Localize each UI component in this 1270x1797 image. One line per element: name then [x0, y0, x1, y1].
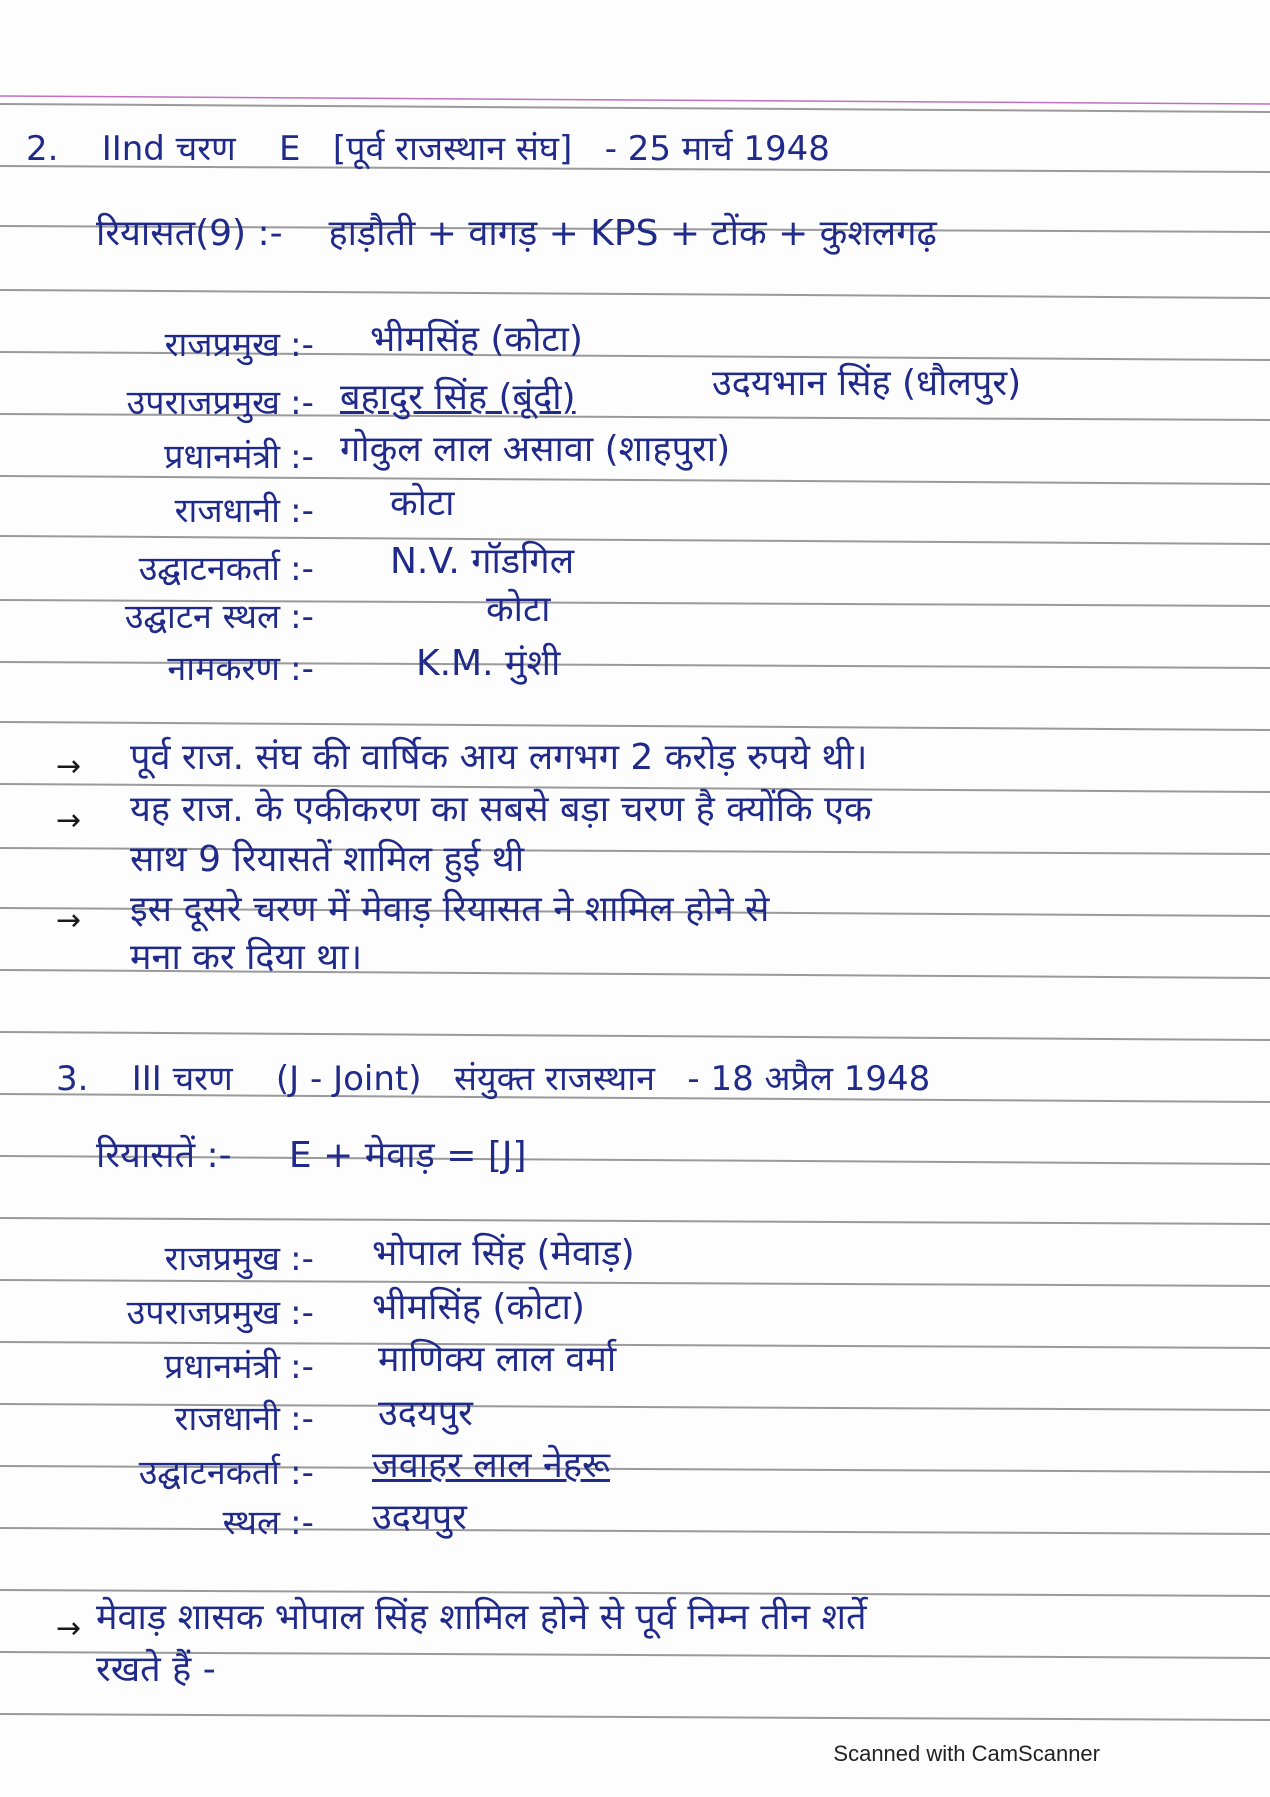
- s2-row-label: उपराजप्रमुख: [126, 383, 280, 423]
- s2-row-value: N.V. गॉडगिल: [390, 541, 575, 582]
- s2-row-value: बहादुर सिंह (बूंदी): [340, 377, 576, 418]
- s3-row-value: भोपाल सिंह (मेवाड़): [372, 1233, 635, 1274]
- s3-row-value: माणिक्य लाल वर्मा: [378, 1339, 617, 1380]
- s2-row-value: गोकुल लाल असावा (शाहपुरा): [340, 429, 731, 470]
- section3-heading: [56, 1059, 931, 1099]
- s3-row-label: राजधानी: [174, 1399, 280, 1439]
- s2-row-value: कोटा: [390, 483, 455, 524]
- note-arrow: →: [56, 1611, 82, 1646]
- section3-name: संयुक्त राजस्थान: [453, 1059, 655, 1099]
- s3-row-sep: :-: [290, 1453, 314, 1493]
- s3-row-sep: :-: [290, 1503, 314, 1543]
- s3-row-sep: :-: [290, 1293, 314, 1333]
- note-text-cont: साथ 9 रियासतें शामिल हुई थी: [130, 839, 525, 880]
- s3-row-value: उदयपुर: [378, 1393, 473, 1434]
- s3-row-label: प्रधानमंत्री: [164, 1347, 280, 1387]
- s2-row-value: K.M. मुंशी: [416, 643, 561, 684]
- note-text: इस दूसरे चरण में मेवाड़ रियासत ने शामिल होने से: [130, 889, 770, 930]
- s3-row-value: जवाहर लाल नेहरू: [372, 1445, 610, 1486]
- section3-code: (J - Joint): [275, 1059, 422, 1099]
- s2-row-label: उद्घाटन स्थल: [124, 597, 280, 637]
- s3-row-value: उदयपुर: [372, 1497, 467, 1538]
- s2-row-value2: उदयभान सिंह (धौलपुर): [712, 363, 1022, 404]
- note-text-cont: मना कर दिया था।: [130, 937, 363, 978]
- section3-stage: III चरण: [131, 1059, 233, 1099]
- s2-row-sep: :-: [290, 325, 314, 365]
- section2-code: E: [279, 129, 301, 169]
- s2-row-sep: :-: [290, 383, 314, 423]
- section2-states: [96, 213, 937, 254]
- s2-row-sep: :-: [290, 549, 314, 589]
- section2-states-value: हाड़ौती + वागड़ + KPS + टोंक + कुशलगढ़: [328, 213, 937, 254]
- section2-number: 2.: [26, 129, 59, 169]
- section3-states-value: E + मेवाड़ = [J]: [288, 1135, 527, 1176]
- note-text-cont: रखते हैं -: [96, 1649, 216, 1690]
- section3-number: 3.: [56, 1059, 89, 1099]
- s2-row-value: भीमसिंह (कोटा): [370, 319, 583, 360]
- scanner-watermark: Scanned with CamScanner: [833, 1741, 1100, 1766]
- s2-row-label: राजप्रमुख: [164, 325, 280, 365]
- note-arrow: →: [56, 903, 82, 938]
- s2-row-sep: :-: [290, 491, 314, 531]
- note-text: मेवाड़ शासक भोपाल सिंह शामिल होने से पूर्व निम्न तीन शर्ते: [96, 1597, 867, 1638]
- s2-row-label: उद्घाटनकर्ता: [138, 549, 280, 589]
- section2-date: - 25 मार्च 1948: [604, 129, 830, 169]
- s2-row-sep: :-: [290, 437, 314, 477]
- note-text: यह राज. के एकीकरण का सबसे बड़ा चरण है क्योंकि एक: [130, 789, 872, 830]
- section3-states-label: रियासतें :-: [96, 1135, 232, 1176]
- s3-row-sep: :-: [290, 1239, 314, 1279]
- section2-stage: IInd चरण: [101, 129, 236, 169]
- section2-heading: [26, 129, 830, 169]
- s2-row-label: नामकरण: [167, 649, 280, 689]
- s3-row-label: उपराजप्रमुख: [126, 1293, 280, 1333]
- s3-row-label: उद्घाटनकर्ता: [138, 1453, 280, 1493]
- s3-row-sep: :-: [290, 1399, 314, 1439]
- s2-row-label: प्रधानमंत्री: [164, 437, 280, 477]
- note-arrow: →: [56, 749, 82, 784]
- section3-date: - 18 अप्रैल 1948: [687, 1059, 931, 1099]
- s2-row-value: कोटा: [486, 589, 551, 630]
- s3-row-label: राजप्रमुख: [164, 1239, 280, 1279]
- s3-row-value: भीमसिंह (कोटा): [372, 1287, 585, 1328]
- s3-row-label: स्थल: [222, 1503, 280, 1543]
- section2-name: [पूर्व राजस्थान संघ]: [332, 129, 573, 169]
- section3-states: [96, 1135, 527, 1176]
- note-text: पूर्व राज. संघ की वार्षिक आय लगभग 2 करोड़ रुपये थी।: [130, 737, 868, 778]
- note-arrow: →: [56, 803, 82, 838]
- section2-states-label: रियासत(9) :-: [96, 213, 283, 254]
- s2-row-label: राजधानी: [174, 491, 280, 531]
- s2-row-sep: :-: [290, 597, 314, 637]
- s3-row-sep: :-: [290, 1347, 314, 1387]
- s2-row-sep: :-: [290, 649, 314, 689]
